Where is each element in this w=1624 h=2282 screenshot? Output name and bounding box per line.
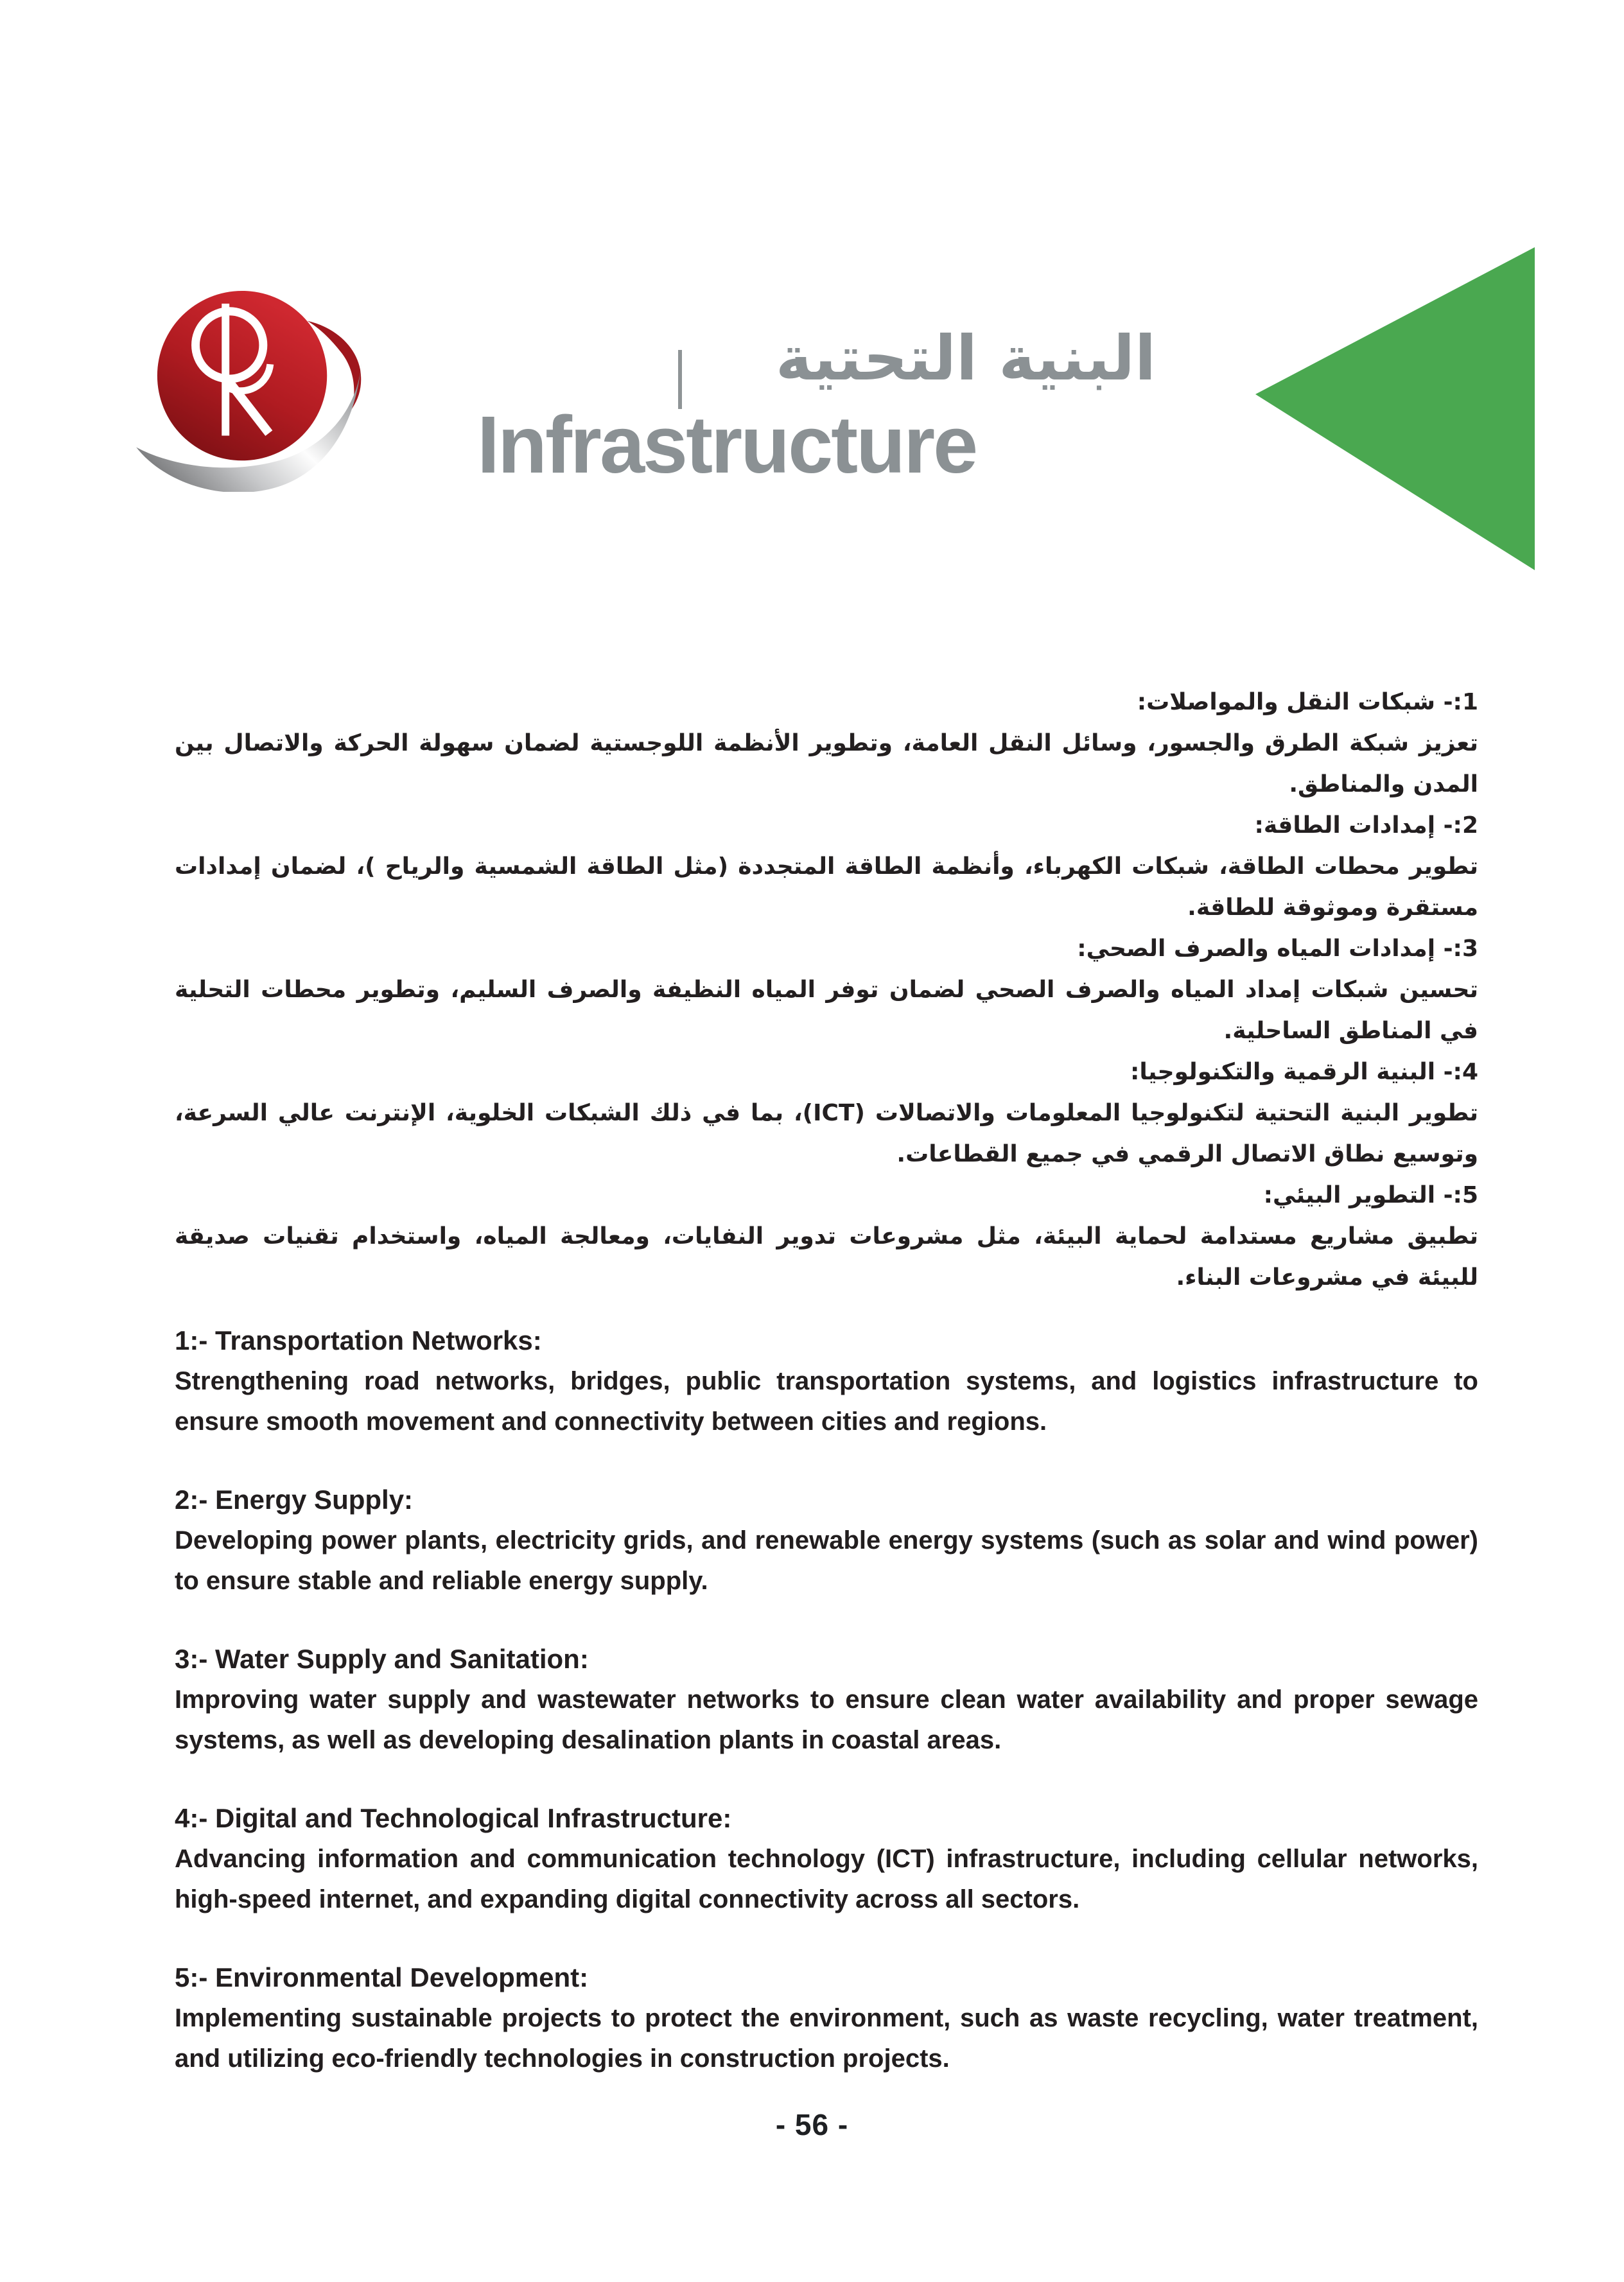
- english-sections: [175, 1320, 1478, 2116]
- arabic-section-heading: 4:- البنية الرقمية والتكنولوجيا:: [1130, 1059, 1478, 1085]
- arabic-section: [175, 1175, 1478, 1298]
- green-arrow-icon: [1255, 247, 1535, 570]
- english-section-heading: 1:- Transportation Networks:: [175, 1325, 542, 1355]
- english-section-body: Advancing information and communication technology (ICT) infrastructure, including cellular networks, high-speed internet, and expanding digital connectivity across all sectors.: [175, 1845, 1478, 1913]
- company-globe-logo-icon: [134, 288, 363, 492]
- arabic-section-body: تطوير محطات الطاقة، شبكات الكهرباء، وأنظمة الطاقة المتجددة (مثل الطاقة الشمسية والرياح )، لضمان إمدادات مستقرة وموثوقة للطاقة.: [175, 853, 1478, 921]
- arabic-section: [175, 1052, 1478, 1175]
- arabic-section-body: تعزيز شبكة الطرق والجسور، وسائل النقل العامة، وتطوير الأنظمة اللوجستية لضمان سهولة الحركة والاتصال بين المدن والمناطق.: [175, 730, 1478, 797]
- english-section-body: Implementing sustainable projects to protect the environment, such as waste recycling, water treatment, and utilizing eco-friendly technologies in construction projects.: [175, 2004, 1478, 2073]
- english-section-heading: 2:- Energy Supply:: [175, 1485, 414, 1515]
- english-section: [175, 1957, 1478, 2079]
- arabic-section: [175, 928, 1478, 1052]
- page-title-arabic: البنية التحتية: [775, 322, 1156, 394]
- english-section: [175, 1320, 1478, 1442]
- arabic-section-heading: 3:- إمدادات المياه والصرف الصحي:: [1077, 936, 1478, 962]
- arabic-section-heading: 1:- شبكات النقل والمواصلات:: [1137, 689, 1478, 715]
- english-section-heading: 3:- Water Supply and Sanitation:: [175, 1644, 589, 1674]
- english-section-heading: 4:- Digital and Technological Infrastructure:: [175, 1803, 732, 1833]
- arabic-section-body: تحسين شبكات إمداد المياه والصرف الصحي لضمان توفر المياه النظيفة والصرف السليم، وتطوير محطات التحلية في المناطق الساحلية.: [175, 977, 1478, 1044]
- english-section: [175, 1639, 1478, 1761]
- english-section-body: Strengthening road networks, bridges, public transportation systems, and logistics infrastructure to ensure smooth movement and connectivity between cities and regions.: [175, 1367, 1478, 1436]
- page-number: - 56 -: [775, 2108, 849, 2141]
- english-section-heading: 5:- Environmental Development:: [175, 1962, 589, 1992]
- arabic-section: [175, 805, 1478, 928]
- arabic-section-body: تطوير البنية التحتية لتكنولوجيا المعلومات والاتصالات (ICT)، بما في ذلك الشبكات الخلوية، الإنترنت عالي السرعة، وتوسيع نطاق الاتصال الرقمي في جميع القطاعات.: [175, 1100, 1478, 1167]
- arabic-section: [175, 682, 1478, 805]
- arabic-sections: [175, 682, 1478, 1298]
- arabic-section-heading: 2:- إمدادات الطاقة:: [1254, 812, 1478, 839]
- english-section: [175, 1479, 1478, 1601]
- page-title-english: Infrastructure: [477, 399, 977, 490]
- english-section-body: Developing power plants, electricity grids, and renewable energy systems (such as solar and wind power) to ensure stable and reliable energy supply.: [175, 1526, 1478, 1595]
- english-section-body: Improving water supply and wastewater networks to ensure clean water availability and proper sewage systems, as well as developing desalination plants in coastal areas.: [175, 1685, 1478, 1754]
- english-section: [175, 1798, 1478, 1920]
- arabic-section-heading: 5:- التطوير البيئي:: [1263, 1182, 1478, 1208]
- arabic-section-body: تطبيق مشاريع مستدامة لحماية البيئة، مثل مشروعات تدوير النفايات، ومعالجة المياه، واستخدام تقنيات صديقة للبيئة في مشروعات البناء.: [175, 1223, 1478, 1291]
